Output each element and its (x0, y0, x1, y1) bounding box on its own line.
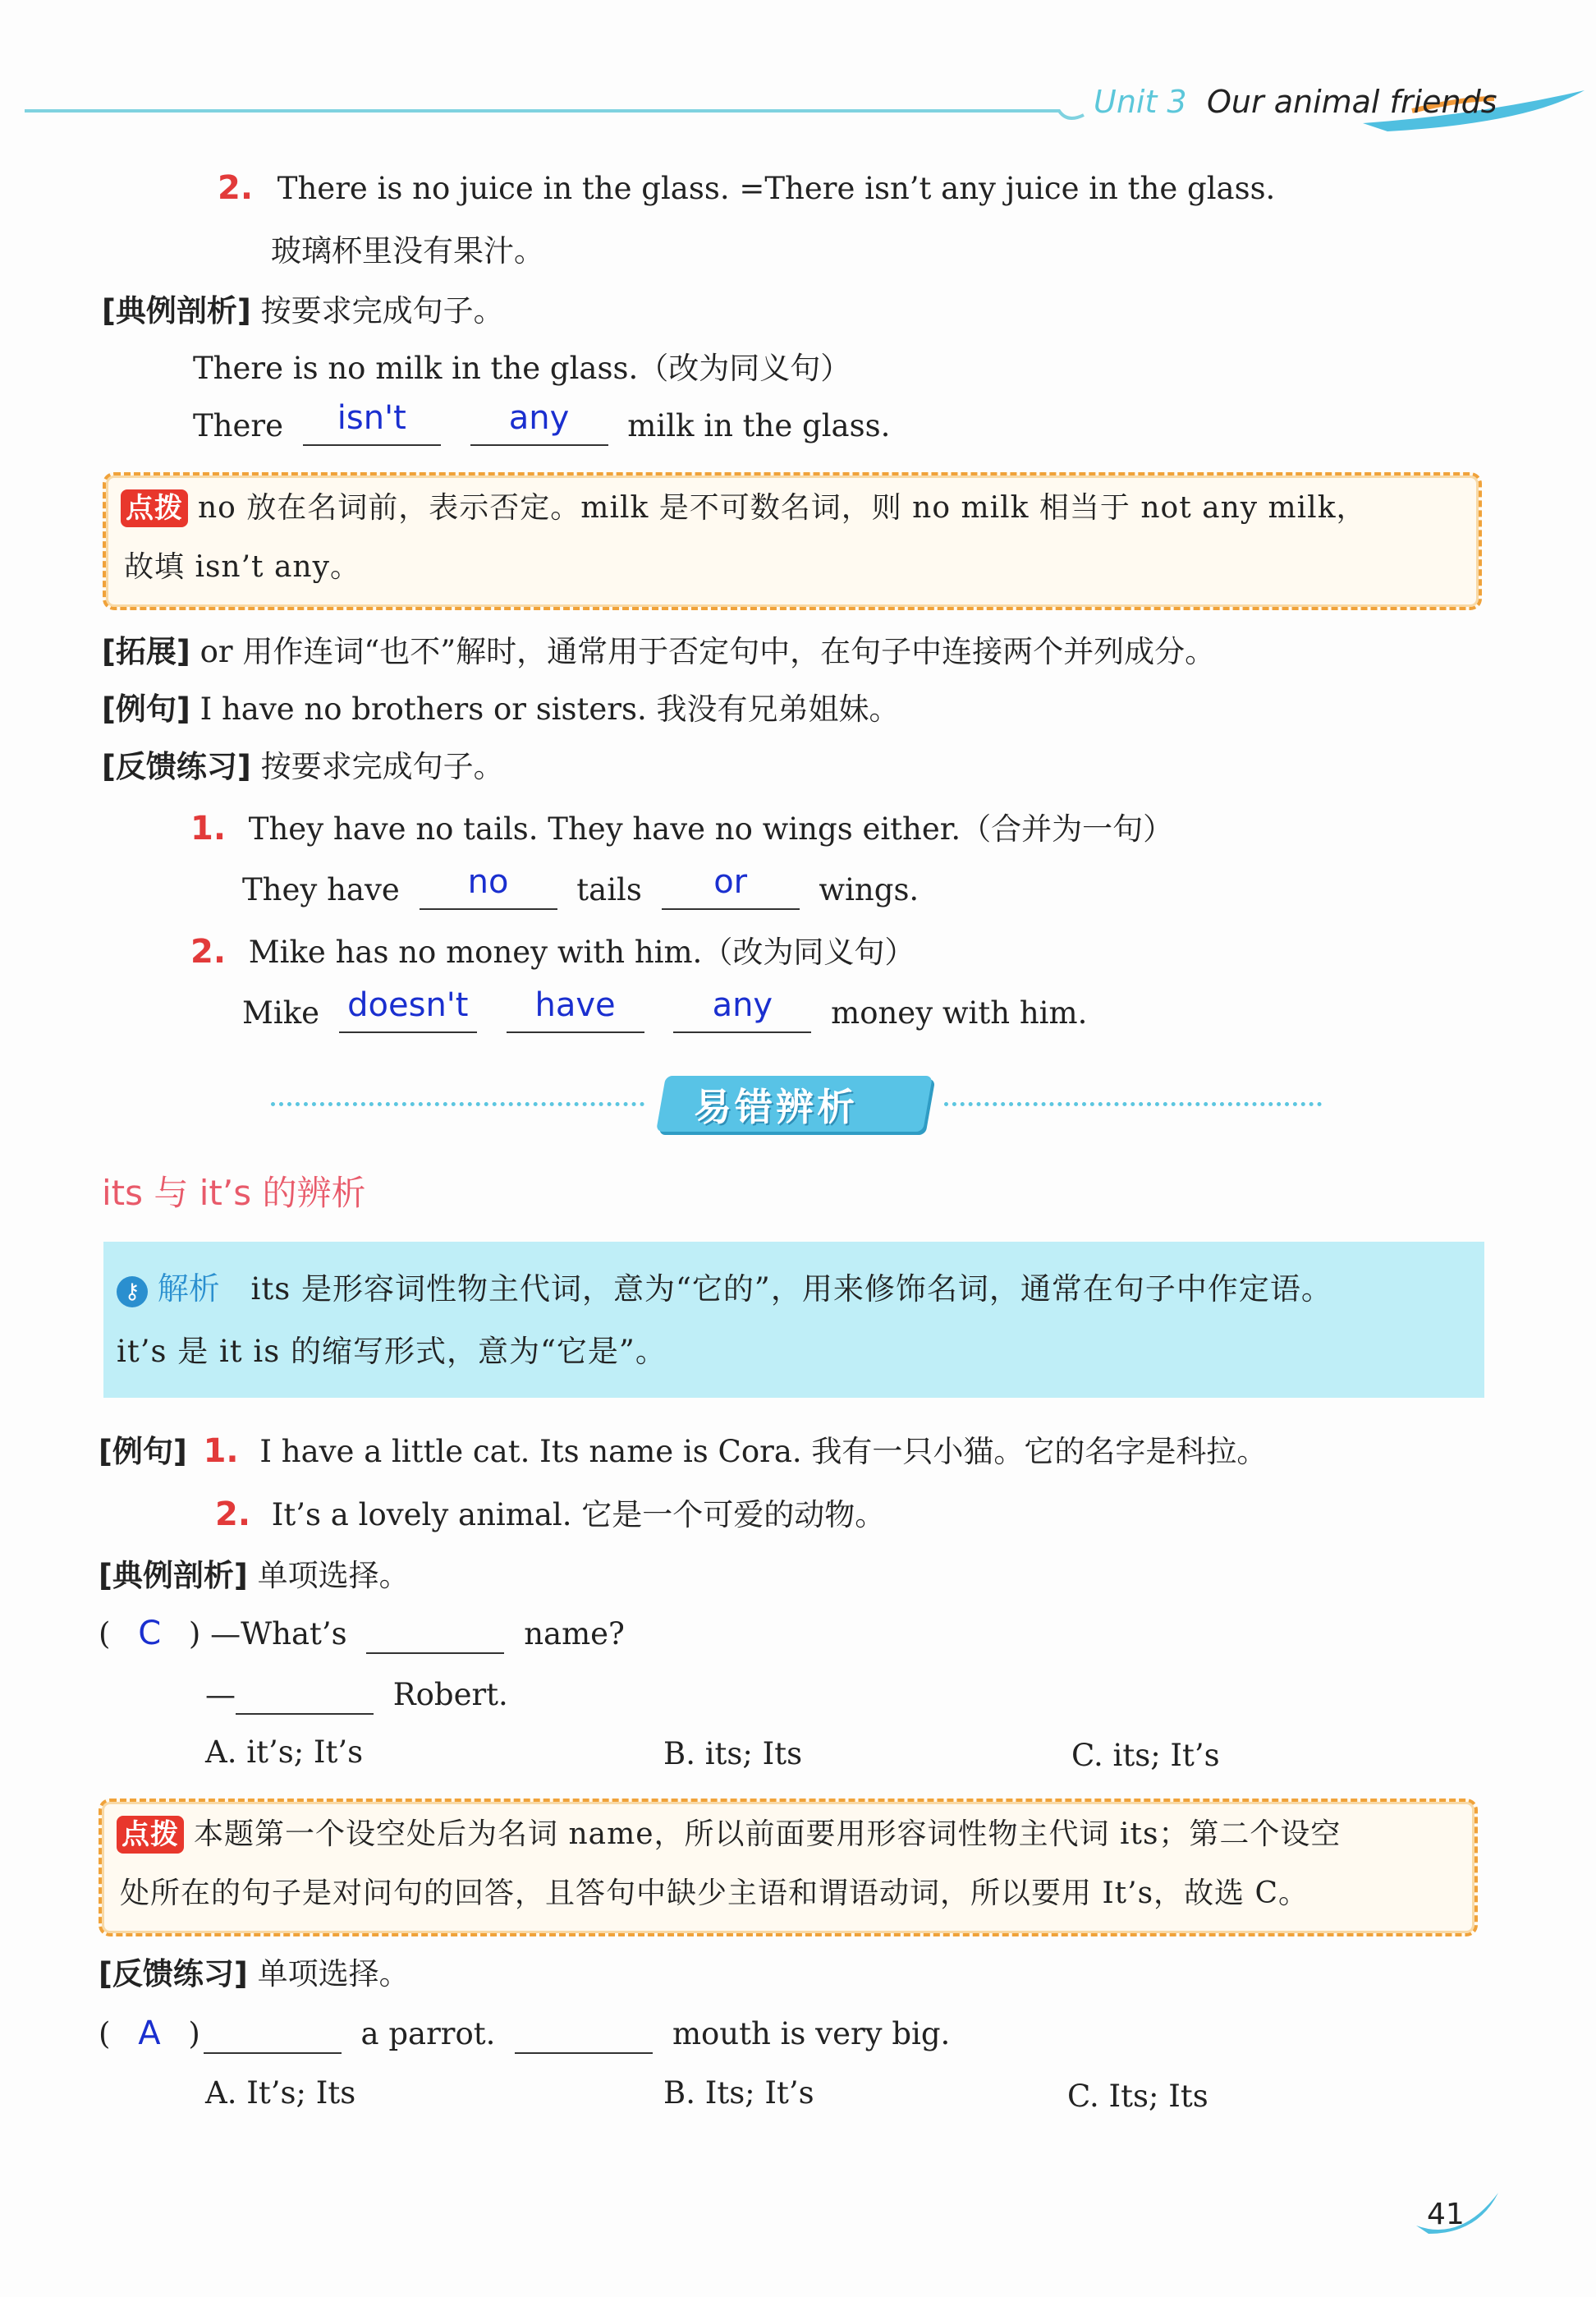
feedback-instruction: 单项选择。 (257, 1956, 410, 1991)
example-sentence-text: I have no brothers or sisters. 我没有兄弟姐妹。 (200, 691, 900, 727)
question-text: They have no tails. They have no wings either.（合并为一句） (248, 811, 1174, 847)
header-title: Our animal friends (1207, 84, 1497, 120)
example-tag: [典例剖析] (102, 293, 251, 328)
answer-text: no (467, 863, 509, 901)
answer-text: isn't (337, 399, 406, 437)
tip-line-1 (117, 1805, 1341, 1864)
answer-blank (507, 986, 644, 1033)
item-2-translation: 玻璃杯里没有果汁。 (271, 233, 544, 269)
example-analysis-tag: [典例剖析] (99, 1558, 248, 1593)
feedback-instruction: 按要求完成句子。 (260, 749, 504, 784)
analysis-line-2: it’s 是 it is 的缩写形式，意为“它是”。 (117, 1334, 667, 1369)
tip-badge: 点拨 (121, 489, 188, 527)
option-a: A. it’s; It’s (205, 1734, 364, 1770)
example-analysis-instruction: 单项选择。 (257, 1558, 410, 1593)
option-b: B. its; Its (663, 1736, 803, 1771)
paren: ( (99, 2016, 111, 2051)
answer-text: or (713, 863, 748, 901)
answer-text: doesn't (347, 986, 469, 1024)
question-text: Mike has no money with him.（改为同义句） (248, 935, 915, 970)
question-1 (190, 809, 1173, 849)
example-analysis-heading (99, 1556, 410, 1596)
answer-text: any (712, 986, 773, 1024)
analysis-box (103, 1242, 1484, 1398)
text-segment: —What’s (210, 1616, 347, 1652)
tip-text: no 放在名词前，表示否定。milk 是不可数名词，则 no milk 相当于 not any milk， (198, 491, 1367, 525)
tip-badge: 点拨 (117, 1816, 184, 1854)
option-a: A. It’s; Its (205, 2075, 356, 2111)
feedback-heading (99, 1955, 410, 1994)
text-segment: name? (524, 1616, 625, 1652)
feedback-question (99, 2014, 950, 2054)
analysis-text: its 是形容词性物主代词，意为“它的”，用来修饰名词，通常在句子中作定语。 (250, 1271, 1332, 1307)
answer-blank (515, 2014, 653, 2054)
answer-blank (303, 399, 441, 446)
text-segment: Robert. (392, 1677, 508, 1712)
answer-text: have (534, 986, 616, 1024)
example-text: It’s a lovely animal. 它是一个可爱的动物。 (271, 1497, 886, 1532)
text-segment: Mike (242, 995, 320, 1031)
answer-blank (204, 2014, 342, 2054)
feedback-tag: [反馈练习] (102, 749, 251, 784)
item-2 (218, 168, 1275, 209)
choice-answer: A (138, 2014, 161, 2052)
question-2 (190, 932, 915, 972)
feedback-heading (102, 747, 504, 787)
text-segment: a parrot. (360, 2016, 496, 2051)
example-question: There is no milk in the glass.（改为同义句） (193, 351, 851, 386)
option-c: C. Its; Its (1067, 2079, 1208, 2114)
tip-text: 本题第一个设空处后为名词 name，所以前面要用形容词性物主代词 its；第二个设空 (194, 1817, 1341, 1851)
question-2-answer-line (242, 986, 1088, 1033)
banner-dots-right (944, 1102, 1322, 1106)
extension-tag: [拓展] (102, 634, 190, 669)
banner-dots-left (271, 1102, 644, 1106)
tip-line-2: 处所在的句子是对问句的回答，且答句中缺少主语和谓语动词，所以要用 It’s，故选 C。 (120, 1877, 1309, 1910)
example-tag: [例句] (99, 1434, 187, 1469)
example-sentence-tag: [例句] (102, 691, 190, 727)
example-heading (102, 292, 504, 331)
example-1 (99, 1431, 1267, 1472)
mc-question-line-2 (205, 1675, 508, 1715)
answer-blank (366, 1615, 504, 1654)
answer-text: any (508, 399, 570, 437)
mc-question-line-1 (99, 1614, 625, 1654)
analysis-label: 解析 (157, 1270, 220, 1307)
paren: ( (99, 1616, 111, 1652)
answer-blank (673, 986, 811, 1033)
example-number: 2. (215, 1495, 251, 1533)
example-instruction: 按要求完成句子。 (260, 293, 504, 328)
header-line (0, 0, 1596, 148)
tip-box (99, 1799, 1478, 1936)
text-segment: milk in the glass. (627, 408, 891, 443)
text-segment: tails (576, 872, 642, 907)
option-c: C. its; It’s (1071, 1738, 1220, 1773)
answer-blank (470, 399, 608, 446)
answer-blank (420, 863, 557, 910)
question-1-answer-line (242, 863, 920, 910)
tip-line-2: 故填 isn’t any。 (124, 550, 360, 584)
tip-line-1 (121, 479, 1367, 538)
item-number: 2. (218, 169, 254, 207)
text-segment: There (193, 408, 283, 443)
page-number: 41 (1427, 2198, 1465, 2231)
text-segment: — (205, 1677, 236, 1712)
text-segment: money with him. (831, 995, 1088, 1031)
paren: ) (188, 2016, 200, 2051)
text-segment: wings. (819, 872, 920, 907)
answer-blank (662, 863, 800, 910)
answer-blank (339, 986, 477, 1033)
example-number: 1. (203, 1432, 239, 1470)
choice-answer: C (138, 1615, 162, 1652)
feedback-tag: [反馈练习] (99, 1956, 248, 1991)
example-sentence (102, 690, 899, 729)
answer-blank (236, 1675, 374, 1715)
question-number: 1. (190, 810, 227, 848)
banner-label: 易错辨析 (694, 1085, 858, 1129)
example-2 (215, 1495, 885, 1535)
section-title: its 与 it’s 的辨析 (102, 1173, 366, 1213)
analysis-line-1 (117, 1269, 1332, 1309)
example-answer-line (193, 399, 891, 446)
tip-box (103, 472, 1482, 610)
header-unit: Unit 3 (1094, 84, 1187, 120)
text-segment: mouth is very big. (672, 2016, 951, 2051)
extension-text: or 用作连词“也不”解时，通常用于否定句中，在句子中连接两个并列成分。 (200, 634, 1216, 669)
paren: ) (188, 1616, 201, 1652)
question-number: 2. (190, 933, 227, 971)
text-segment: They have (242, 872, 400, 907)
key-icon: ⚷ (117, 1276, 148, 1307)
item-sentence: There is no juice in the glass. =There isn’t any juice in the glass. (277, 171, 1276, 206)
option-b: B. Its; It’s (663, 2075, 814, 2111)
example-text: I have a little cat. Its name is Cora. 我有一只小猫。它的名字是科拉。 (259, 1434, 1268, 1469)
extension (102, 632, 1215, 672)
